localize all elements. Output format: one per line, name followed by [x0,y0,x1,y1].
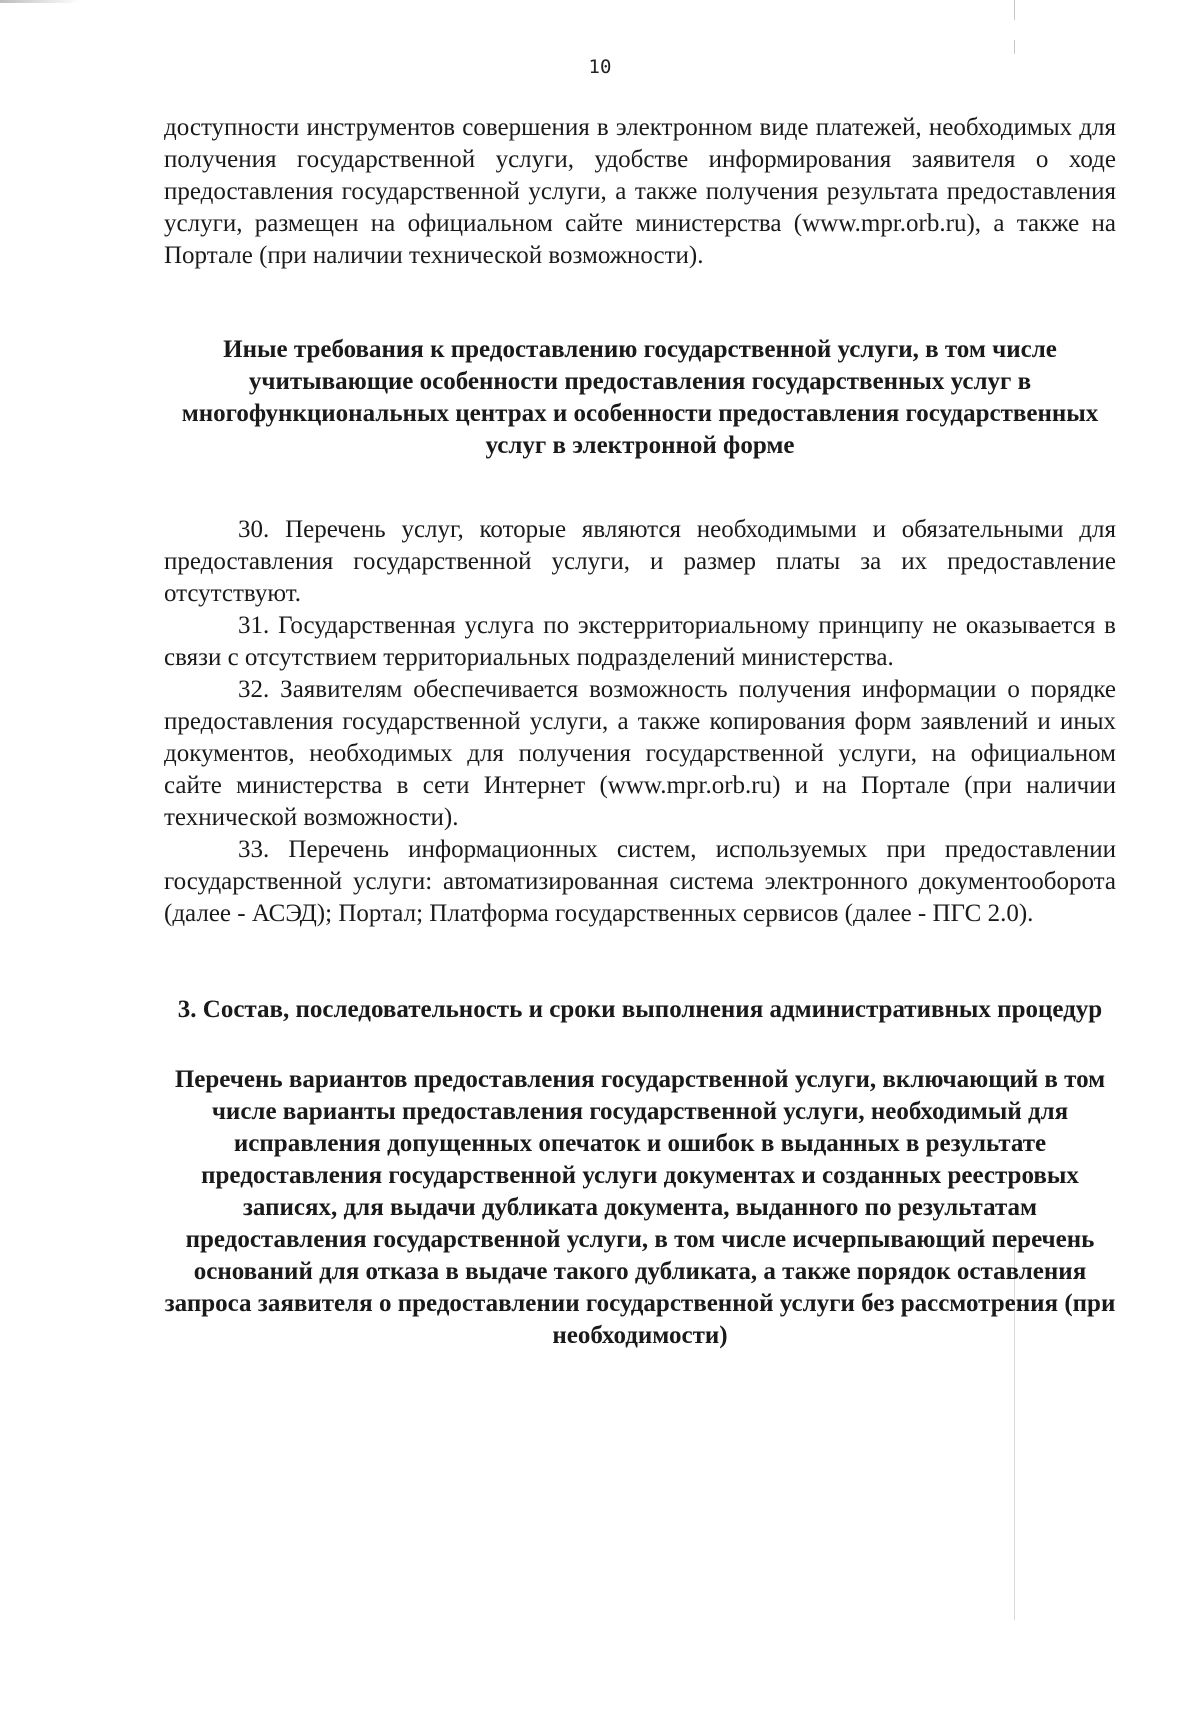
scan-line-artifact [1014,0,1015,20]
subsection-heading: Перечень вариантов предоставления государственной услуги, включающий в том числе варианты предоставления государственной услуги, необходимый для исправления допущенных опечаток и ошибок в выданных в результате предоставления государственной услуги документах и созданных реестровых записях, для выдачи дубликата документа, выданного по результатам предоставления государственной услуги, в том числе исчерпывающий перечень оснований для отказа в выдаче такого дубликата, а также порядок оставления запроса заявителя о предоставлении государственной услуги без рассмотрения (при необходимости) [164,1066,1116,1349]
intro-paragraph: доступности инструментов совершения в электронном виде платежей, необходимых для получения государственной услуги, удобстве информирования заявителя о ходе предоставления государственной услуги, а также получения результата предоставления услуги, размещен на официальном сайте министерства (www.mpr.orb.ru), а также на Портале (при наличии технической возможности). [164,114,1116,269]
page-number: 10 [588,56,612,78]
document-body [164,112,1116,1352]
scan-edge-artifact [0,0,80,3]
section-heading: 3. Состав, последовательность и сроки выполнения административных процедур [177,996,1103,1023]
scan-line-artifact [1014,40,1015,54]
paragraph-31: 31. Государственная услуга по экстерриториальному принципу не оказывается в связи с отсутствием территориальных подразделений министерства. [164,612,1116,671]
paragraph-32: 32. Заявителям обеспечивается возможность получения информации о порядке предоставления государственной услуги, а также копирования форм заявлений и иных документов, необходимых для получения государственной услуги, на официальном сайте министерства в сети Интернет (www.mpr.orb.ru) и на Портале (при наличии технической возможности). [164,676,1116,831]
paragraph-33: 33. Перечень информационных систем, используемых при предоставлении государственной услуги: автоматизированная система электронного документооборота (далее - АСЭД); Портал; Платформа государственных сервисов (далее - ПГС 2.0). [164,836,1116,927]
heading-other-requirements: Иные требования к предоставлению государственной услуги, в том числе учитывающие особенности предоставления государственных услуг в многофункциональных центрах и особенности предоставления государственных услуг в электронной форме [181,336,1099,459]
paragraph-30: 30. Перечень услуг, которые являются необходимыми и обязательными для предоставления государственной услуги, и размер платы за их предоставление отсутствуют. [164,516,1116,607]
